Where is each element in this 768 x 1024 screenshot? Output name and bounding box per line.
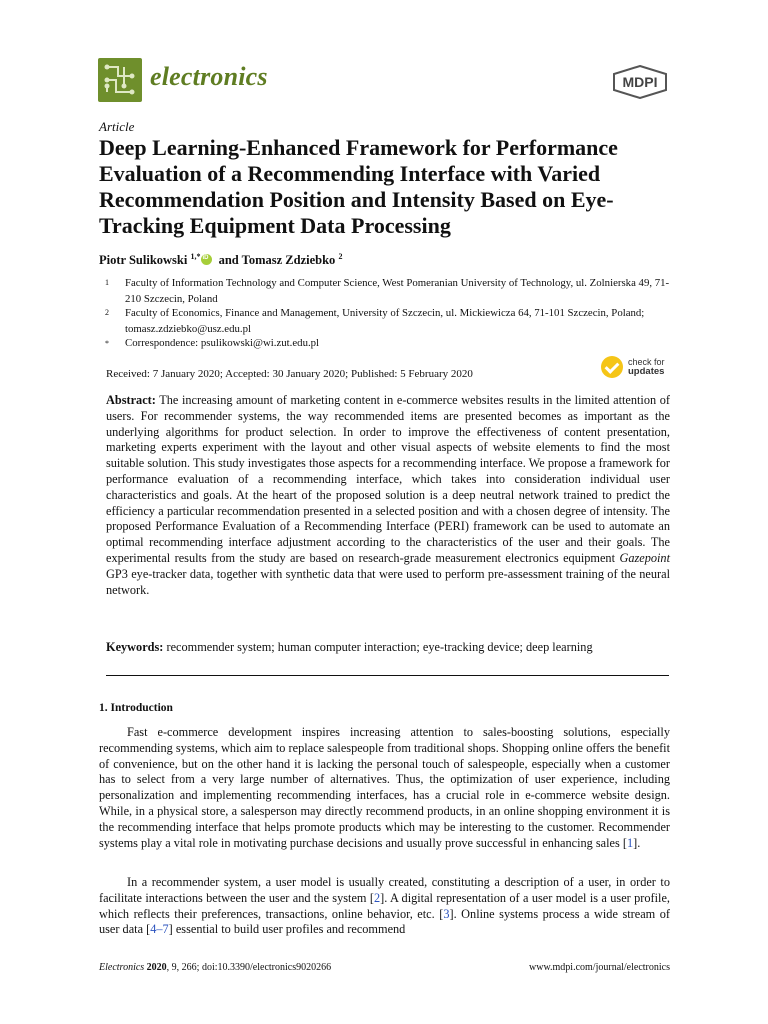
journal-logo-icon [98,58,142,102]
citation-link[interactable]: 4–7 [150,922,169,937]
article-type: Article [99,119,135,134]
journal-name: electronics [150,62,268,91]
section-heading: 1. Introduction [99,702,173,714]
footer-year: 2020 [146,962,167,973]
paragraph-text: ] essential to build user profiles and recommend [168,922,406,937]
circuit-icon [98,58,142,102]
orcid-icon[interactable] [201,254,212,265]
abstract-italic: Gazepoint [619,550,670,565]
paper-title: Deep Learning-Enhanced Framework for Performance Evaluation of a Recommending Interface with Varied Recommendation Position and Intensity Based on Eye-Tracking Equipment Data Processing [99,135,618,238]
paragraph-text: ]. A digital representation of a user model is a user profile, which reflects their preferences, transactions, online behavior, etc. [ [99,890,670,921]
paragraph-text: In a recommender system, a user model is usually created, constituting a description of a user, in order to facilitate interactions between the user and the system [ [99,875,670,905]
abstract [106,393,670,598]
footer-citation-text: , 9, 266; doi:10.3390/electronics9020266 [166,962,332,973]
abstract-text: The increasing amount of marketing content in e-commerce websites results in the limited attention of users. For recommender systems, the way recommended items are presented becomes as important as the underlying algorithms for product selection. In order to improve the effectiveness of content presentation, marketing experts experiment with the layout and other visual aspects of website elements to find the most suitable solution. This study investigates those aspects for a recommending interface. We propose a framework for performance evaluation of a recommending interface, which takes into consideration individual user characteristics and goals. At the heart of the proposed solution is a deep neutral network trained to predict the efficiency a particular recommendation presented in a selected position and with a chosen degree of intensity. The proposed Performance Evaluation of a Recommending Interface (PERI) framework can be used to automate an optimal recommending interface adjustment according to the characteristics of the user and their goals. The experimental results from the study are based on research-grade measurement electronics equipment [106,393,670,565]
footer-journal: Electronics [99,962,145,973]
citation-link[interactable]: 3 [443,906,450,921]
paragraph-text: ]. Online systems process a wide stream of user data [ [99,906,670,937]
paragraph-text: Fast e-commerce development inspires increasing attention to sales-boosting solutions, especially recommending systems, which aim to replace salespeople from traditional shops. Shopping online offers the benefit of convenience, but on the other hand it is lacking the personal touch of salespeople, especially when a customer has to select from a very large number of alternatives. Thus, the optimization of user experience, including personalization and implementing recommending interfaces, has a crucial role in e-commerce website design. While, in a physical store, a salesperson may directly recommend products, in an online shopping environment it is the recommending interface that helps promote products which may be interesting to the customer. Recommender systems play a vital role in motivating purchase decisions and usually prove successful in enhancing sales [ [99,725,670,850]
affiliation-text: Faculty of Information Technology and Computer Science, West Pomeranian University of Technology, ul. Zolnierska 49, 71-210 Szczecin, Poland [125,277,670,305]
citation-link[interactable]: 2 [373,890,381,905]
affiliation-text: Faculty of Economics, Finance and Management, University of Szczecin, ul. Mickiewicza 64, 71-101 Szczecin, Poland; tomasz.zdziebko@usz.edu.pl [125,307,645,335]
checkmark-icon [601,356,623,378]
footer-url[interactable]: www.mdpi.com/journal/electronics [529,962,670,973]
abstract-label: Abstract: [106,393,156,407]
author-name: Tomasz Zdziebko [241,253,336,267]
affiliation-mark: 1 [105,278,109,287]
keywords [106,640,670,656]
publisher-name: MDPI [622,74,658,90]
author-affiliation-marks: 1,* [190,251,201,261]
author-list [99,253,342,268]
keywords-label: Keywords: [106,640,164,654]
affiliation-mark: 2 [105,308,109,317]
author-name: Piotr Sulikowski [99,253,188,267]
check-updates-line2: updates [628,366,665,377]
check-for-updates-button[interactable] [601,355,673,381]
intro-paragraph-1 [99,725,670,851]
author-affiliation-marks: 2 [338,251,343,261]
correspondence-mark: * [105,339,109,348]
mdpi-logo-icon [611,65,669,99]
intro-paragraph-2 [99,875,670,938]
abstract-text-end: GP3 eye-tracker data, together with synthetic data that were used to perform pre-assessment training of the neural network. [106,566,670,597]
correspondence-text: Correspondence: psulikowski@wi.zut.edu.pl [125,337,320,349]
footer-citation [99,962,331,973]
citation-link[interactable]: 1 [626,835,634,850]
section-divider [106,675,669,676]
author-conjunction: and [218,253,239,267]
check-updates-line1: check for [628,357,665,367]
paragraph-text: ]. [633,835,641,850]
publication-dates: Received: 7 January 2020; Accepted: 30 January 2020; Published: 5 February 2020 [106,368,473,380]
keywords-text: recommender system; human computer interaction; eye-tracking device; deep learning [166,640,593,654]
